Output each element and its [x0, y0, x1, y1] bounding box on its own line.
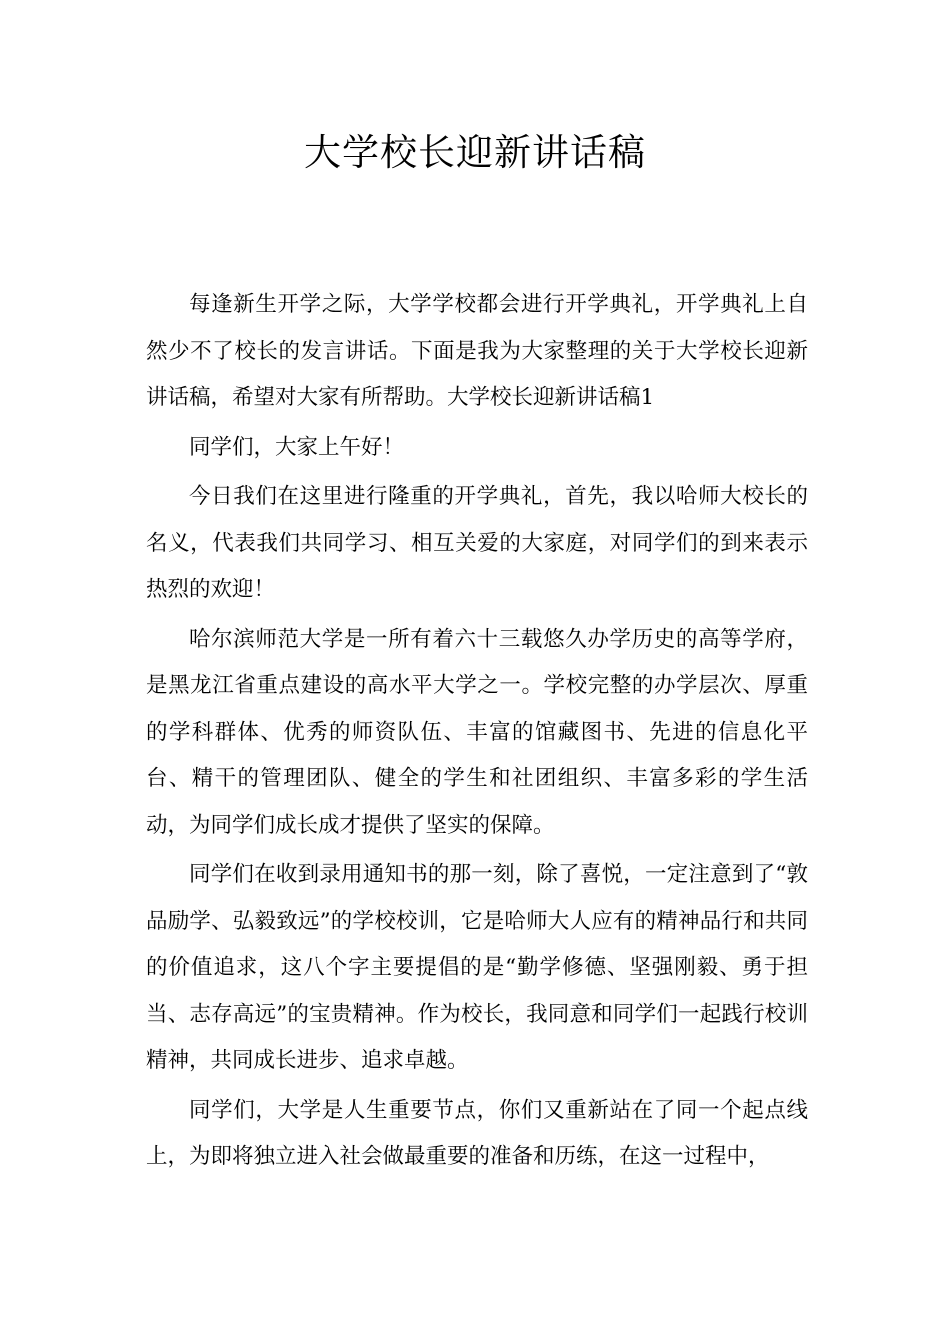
paragraph-college-life: 同学们，大学是人生重要节点，你们又重新站在了同一个起点线上，为即将独立进入社会做最重要的准备和历练，在这一过程中， — [146, 1097, 808, 1169]
paragraph-greeting: 同学们，大家上午好！ — [189, 434, 405, 460]
paragraph-intro: 每逢新生开学之际，大学学校都会进行开学典礼，开学典礼上自然少不了校长的发言讲话。下面是我为大家整理的关于大学校长迎新讲话稿，希望对大家有所帮助。大学校长迎新讲话稿1 — [146, 292, 808, 410]
paragraph-welcome: 今日我们在这里进行隆重的开学典礼，首先，我以哈师大校长的名义，代表我们共同学习、相互关爱的大家庭，对同学们的到来表示热烈的欢迎！ — [146, 484, 808, 602]
paragraph-university: 哈尔滨师范大学是一所有着六十三载悠久办学历史的高等学府，是黑龙江省重点建设的高水平大学之一。学校完整的办学层次、厚重的学科群体、优秀的师资队伍、丰富的馆藏图书、先进的信息化平台、精干的管理团队、健全的学生和社团组织、丰富多彩的学生活动，为同学们成长成才提供了坚实的保障。 — [146, 626, 808, 838]
paragraph-motto: 同学们在收到录用通知书的那一刻，除了喜悦，一定注意到了“敦品励学、弘毅致远”的学校校训，它是哈师大人应有的精神品行和共同的价值追求，这八个字主要提倡的是“勤学修德、坚强刚毅、勇于担当、志存高远”的宝贵精神。作为校长，我同意和同学们一起践行校训精神，共同成长进步、追求卓越。 — [146, 862, 808, 1073]
document-body — [146, 282, 808, 1184]
document-title: 大学校长迎新讲话稿 — [304, 131, 646, 174]
